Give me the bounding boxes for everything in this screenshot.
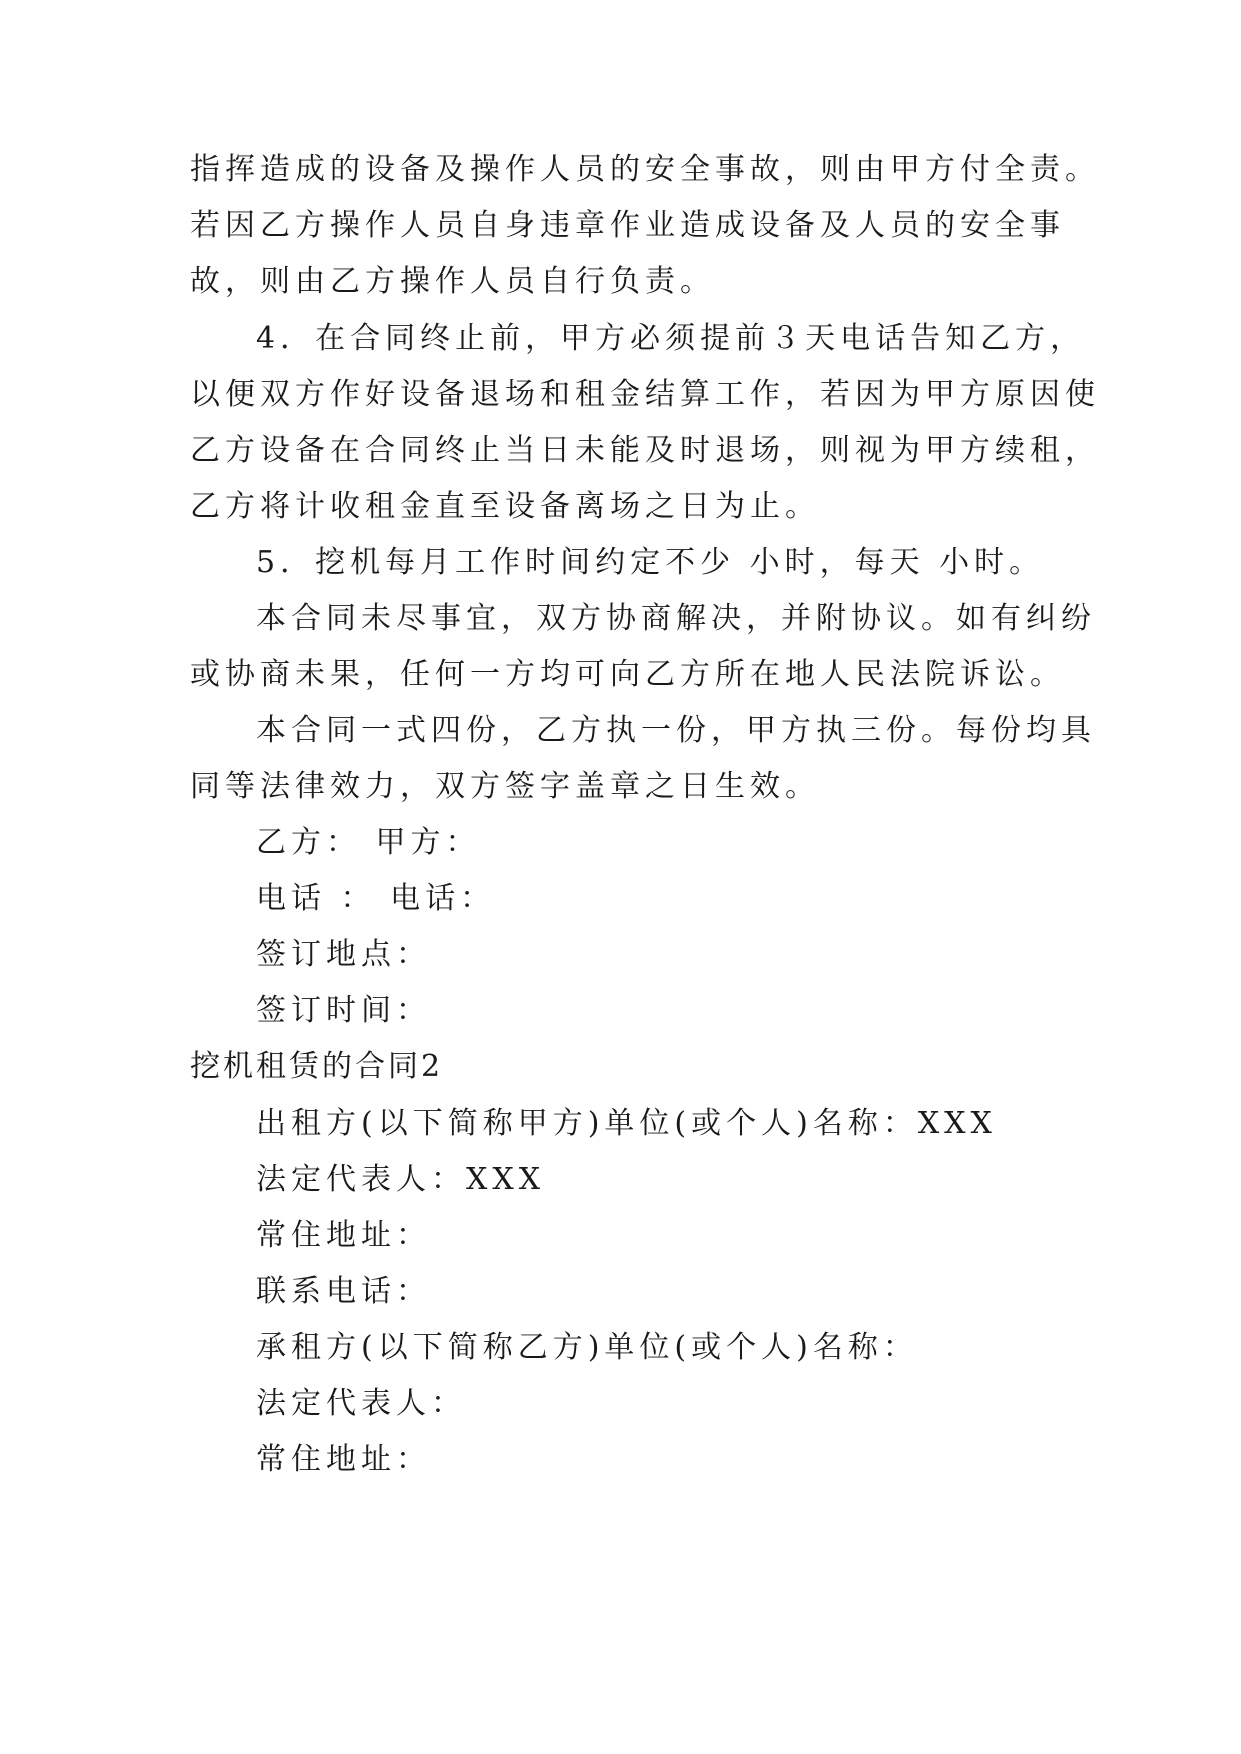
- signing-time-line: 签订时间：: [256, 993, 431, 1028]
- contract-title: 挖机租赁的合同2: [190, 1049, 444, 1084]
- lessee-address-line: 常住地址：: [256, 1442, 431, 1477]
- lessee-name-line: 承租方(以下简称乙方)单位(或个人)名称：: [256, 1330, 918, 1365]
- signature-phone-line: 电话 ： 电话：: [256, 881, 496, 916]
- paragraph-line: 以便双方作好设备退场和租金结算工作，若因为甲方原因使: [190, 377, 1100, 412]
- paragraph-line: 4．在合同终止前，甲方必须提前３天电话告知乙方，: [256, 321, 1086, 356]
- paragraph-line: 乙方将计收租金直至设备离场之日为止。: [190, 489, 820, 524]
- signing-place-line: 签订地点：: [256, 937, 431, 972]
- lessor-phone-line: 联系电话：: [256, 1274, 431, 1309]
- paragraph-line: 本合同未尽事宜，双方协商解决，并附协议。如有纠纷: [256, 601, 1096, 636]
- lessor-address-line: 常住地址：: [256, 1218, 431, 1253]
- lessor-representative-line: 法定代表人：XXX: [256, 1162, 546, 1197]
- lessee-representative-line: 法定代表人：: [256, 1386, 466, 1421]
- lessor-name-line: 出租方(以下简称甲方)单位(或个人)名称：XXX: [256, 1106, 997, 1141]
- paragraph-line: 或协商未果，任何一方均可向乙方所在地人民法院诉讼。: [190, 657, 1065, 692]
- paragraph-line: 5．挖机每月工作时间约定不少 小时，每天 小时。: [256, 545, 1045, 580]
- paragraph-line: 本合同一式四份，乙方执一份，甲方执三份。每份均具: [256, 713, 1096, 748]
- paragraph-line: 故，则由乙方操作人员自行负责。: [190, 264, 715, 299]
- paragraph-line: 乙方设备在合同终止当日未能及时退场，则视为甲方续租，: [190, 433, 1100, 468]
- paragraph-line: 若因乙方操作人员自身违章作业造成设备及人员的安全事: [190, 208, 1065, 243]
- paragraph-line: 指挥造成的设备及操作人员的安全事故，则由甲方付全责。: [190, 152, 1100, 187]
- signature-party-line: 乙方： 甲方：: [256, 825, 481, 860]
- paragraph-line: 同等法律效力，双方签字盖章之日生效。: [190, 769, 820, 804]
